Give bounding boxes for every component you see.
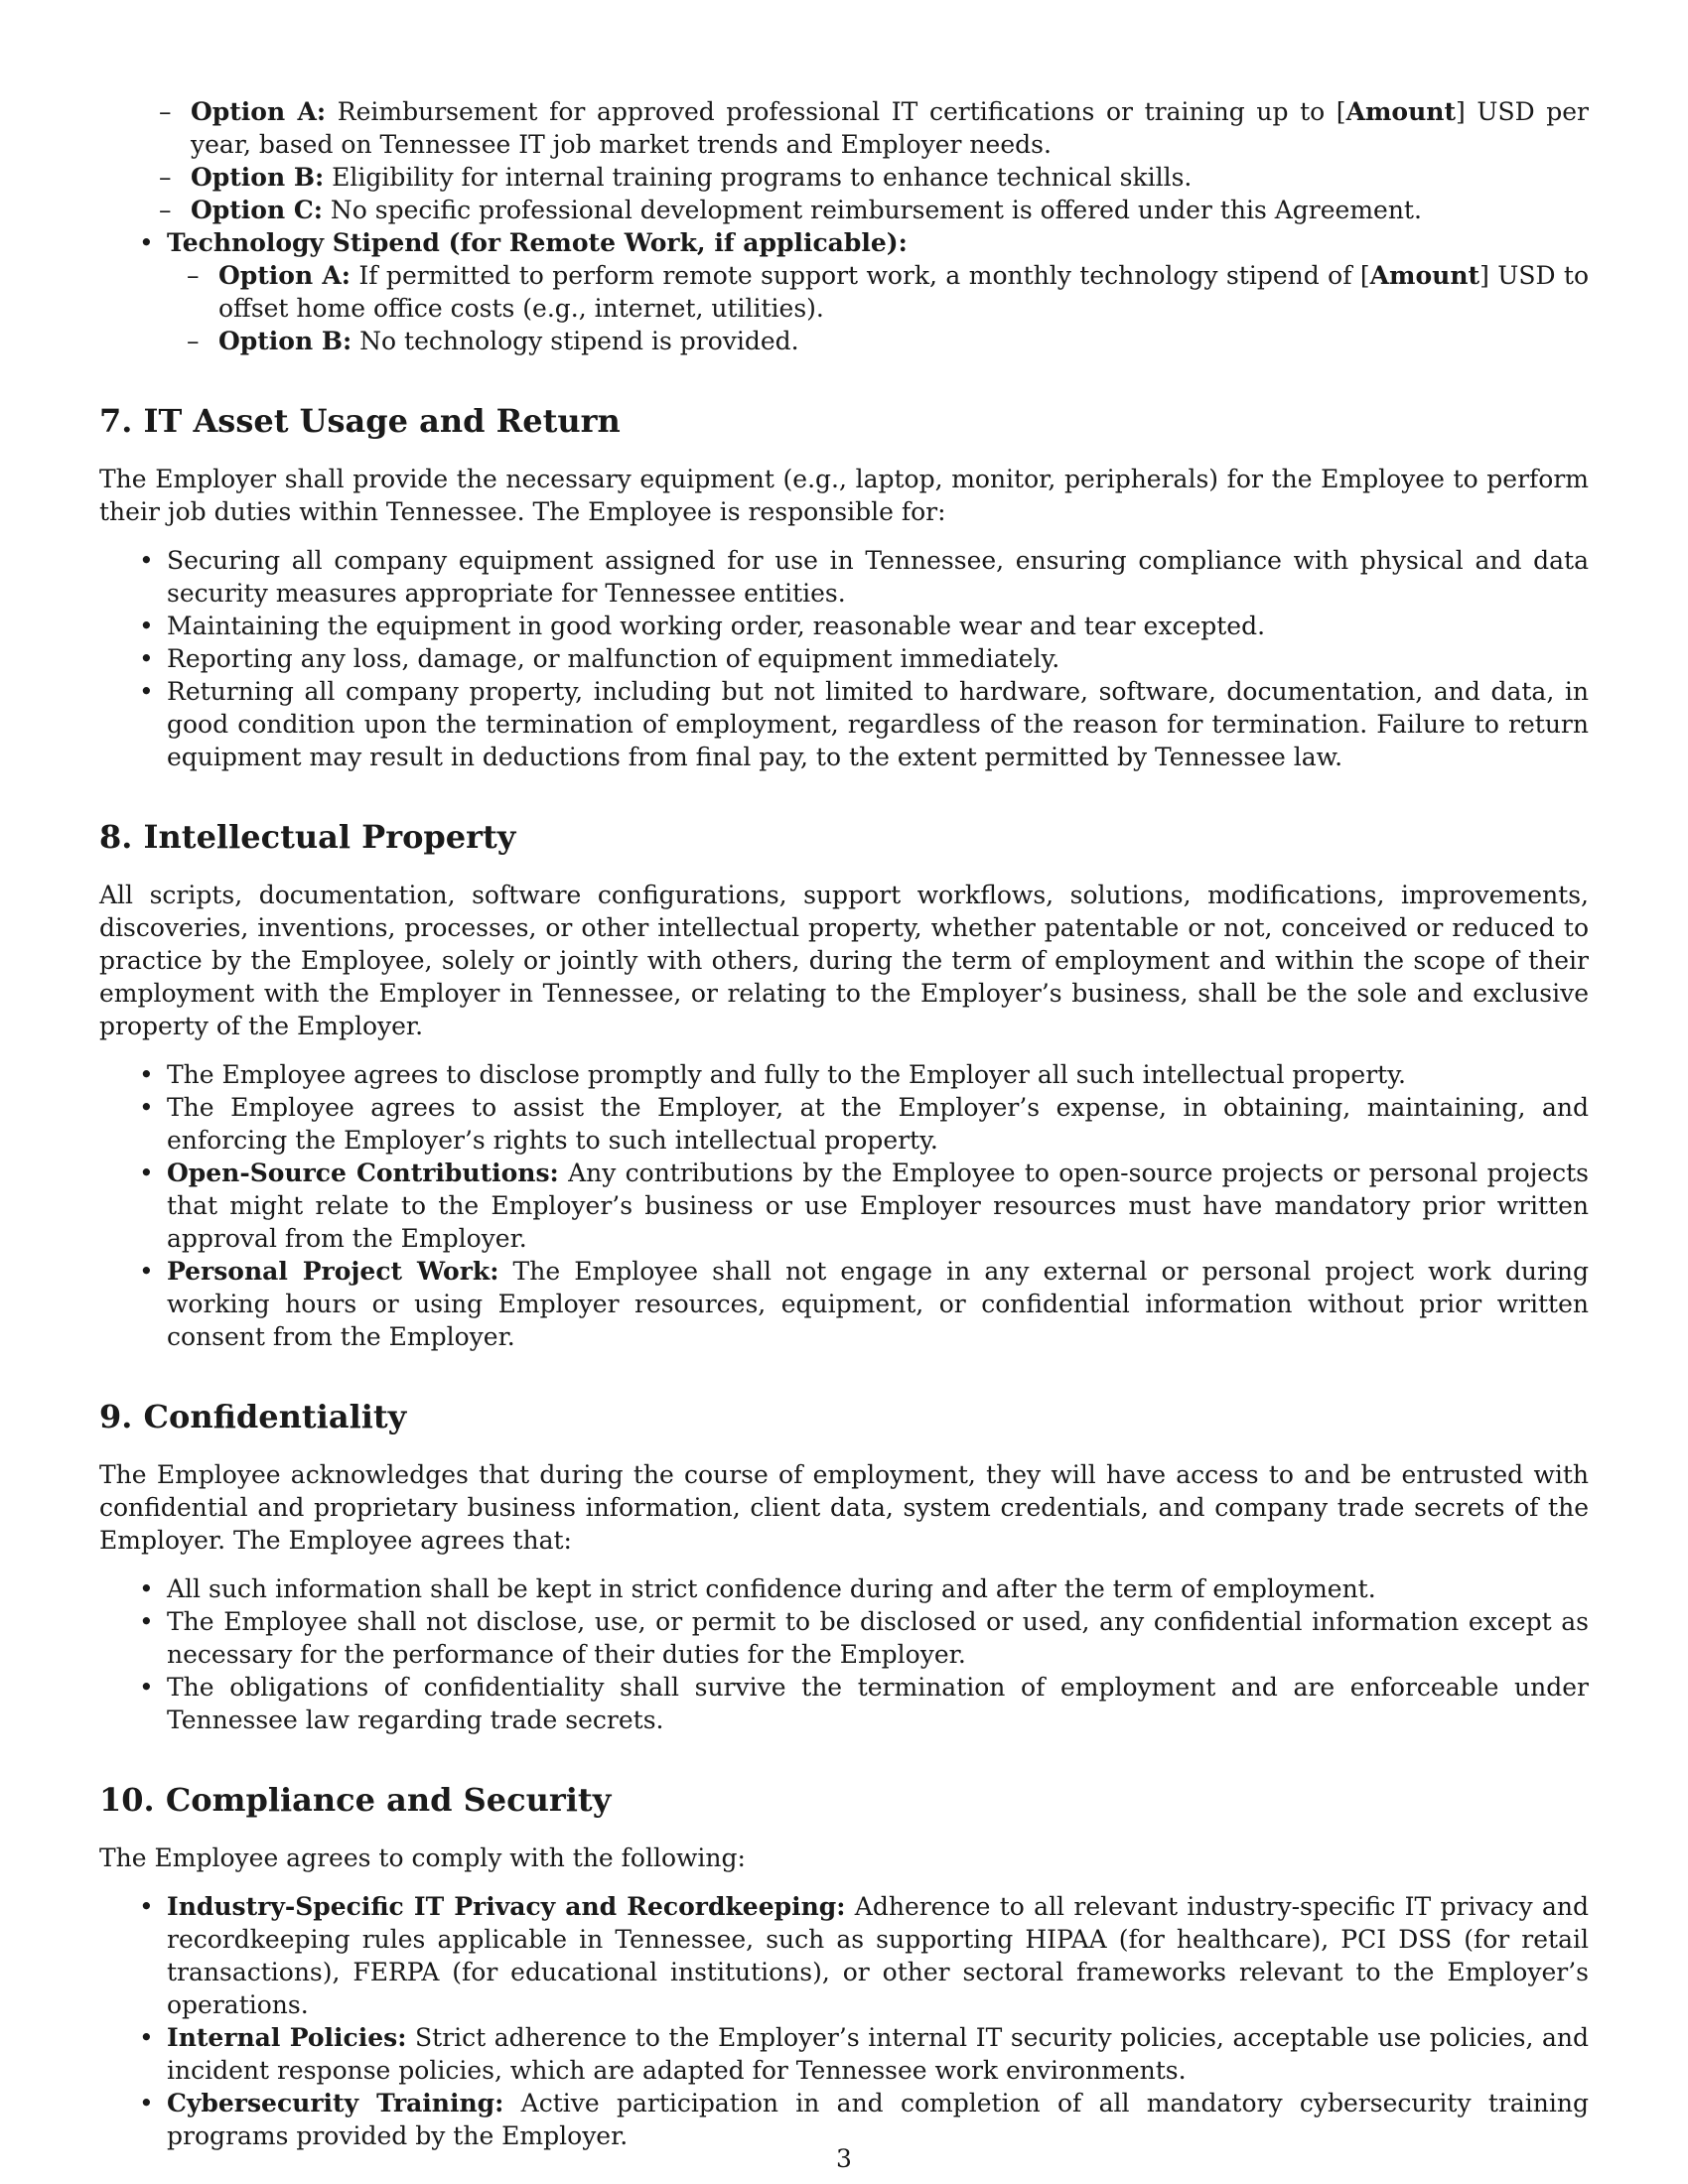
professional-development-options [99, 95, 1589, 226]
technology-stipend-heading: Technology Stipend (for Remote Work, if applicable): [167, 228, 908, 257]
technology-stipend-item [99, 226, 1589, 357]
section-7-intro: The Employer shall provide the necessary equipment (e.g., laptop, monitor, peripherals) for the Employee to perform their job duties within Tennessee. The Employee is responsible for: [99, 465, 1589, 526]
section-8-heading: 8. Intellectual Property [99, 818, 516, 856]
list-item: • The obligations of confidentiality shall survive the termination of employment and are enforceable under Tennessee law regarding trade secrets. [139, 1671, 1589, 1736]
pd-option-b: – Option B: Eligibility for internal training programs to enhance technical skills. [159, 161, 1589, 194]
pd-option-a: – Option A: Reimbursement for approved professional IT certifications or training up to [Amount] USD per year, based on Tennessee IT job market trends and Employer needs. [159, 95, 1589, 161]
stipend-option-b: – Option B: No technology stipend is provided. [187, 325, 1589, 357]
list-item: • Industry-Specific IT Privacy and Recordkeeping: Adherence to all relevant industry-specific IT privacy and recordkeeping rules applicable in Tennessee, such as supporting HIPAA (for healthcare), PCI DSS (for retail transactions), FERPA (for educational institutions), or other sectoral frameworks relevant to the Employer’s operations. [139, 1890, 1589, 2021]
section-8-list [99, 1058, 1589, 1353]
list-item: • Internal Policies: Strict adherence to the Employer’s internal IT security policies, acceptable use policies, and incident response policies, which are adapted for Tennessee work environments. [139, 2021, 1589, 2087]
list-item: • Personal Project Work: The Employee shall not engage in any external or personal project work during working hours or using Employer resources, equipment, or confidential information without prior written consent from the Employer. [139, 1255, 1589, 1353]
section-8-intro: All scripts, documentation, software configurations, support workflows, solutions, modifications, improvements, discoveries, inventions, processes, or other intellectual property, whether patentable or not, conceived or reduced to practice by the Employee, solely or jointly with others, during the term of employment and within the scope of their employment with the Employer in Tennessee, or relating to the Employer’s business, shall be the sole and exclusive property of the Employer. [99, 881, 1589, 1040]
pd-option-c: – Option C: No specific professional development reimbursement is offered under this Agreement. [159, 194, 1589, 226]
list-item: • Returning all company property, including but not limited to hardware, software, documentation, and data, in good condition upon the termination of employment, regardless of the reason for termination. Failure to return equipment may result in deductions from final pay, to the extent permitted by Tennessee law. [139, 675, 1589, 773]
section-10-list [99, 1890, 1589, 2152]
section-9-list [99, 1572, 1589, 1736]
stipend-option-a: – Option A: If permitted to perform remote support work, a monthly technology stipend of [Amount] USD to offset home office costs (e.g., internet, utilities). [187, 259, 1589, 325]
list-item: • Open-Source Contributions: Any contributions by the Employee to open-source projects or personal projects that might relate to the Employer’s business or use Employer resources must have mandatory prior written approval from the Employer. [139, 1157, 1589, 1255]
technology-stipend [139, 226, 1589, 357]
page-number: 3 [836, 2144, 852, 2173]
list-item: • The Employee agrees to assist the Employer, at the Employer’s expense, in obtaining, maintaining, and enforcing the Employer’s rights to such intellectual property. [139, 1091, 1589, 1157]
section-9-heading: 9. Confidentiality [99, 1398, 407, 1435]
section-it-asset-usage [99, 401, 1589, 773]
section-10-intro: The Employee agrees to comply with the following: [99, 1843, 746, 1872]
section-7-list [99, 544, 1589, 773]
list-item: • The Employee shall not disclose, use, or permit to be disclosed or used, any confidential information except as necessary for the performance of their duties for the Employer. [139, 1605, 1589, 1671]
section-intellectual-property [99, 817, 1589, 1353]
list-item: • Cybersecurity Training: Active participation in and completion of all mandatory cybersecurity training programs provided by the Employer. [139, 2087, 1589, 2152]
benefits-continuation [99, 95, 1589, 357]
list-item: • The Employee agrees to disclose promptly and fully to the Employer all such intellectual property. [139, 1058, 1589, 1091]
technology-stipend-options [167, 259, 1589, 357]
section-10-heading: 10. Compliance and Security [99, 1781, 612, 1819]
section-confidentiality [99, 1397, 1589, 1736]
professional-development-option-list [99, 95, 1589, 226]
list-item: • Reporting any loss, damage, or malfunction of equipment immediately. [139, 642, 1589, 675]
list-item: • Maintaining the equipment in good working order, reasonable wear and tear excepted. [139, 610, 1589, 642]
section-compliance-security [99, 1780, 1589, 2152]
section-9-intro: The Employee acknowledges that during the course of employment, they will have access to and be entrusted with confidential and proprietary business information, client data, system credentials, and company trade secrets of the Employer. The Employee agrees that: [99, 1460, 1589, 1555]
section-7-heading: 7. IT Asset Usage and Return [99, 402, 621, 440]
list-item: • Securing all company equipment assigned for use in Tennessee, ensuring compliance with physical and data security measures appropriate for Tennessee entities. [139, 544, 1589, 610]
list-item: • All such information shall be kept in strict confidence during and after the term of employment. [139, 1572, 1589, 1605]
